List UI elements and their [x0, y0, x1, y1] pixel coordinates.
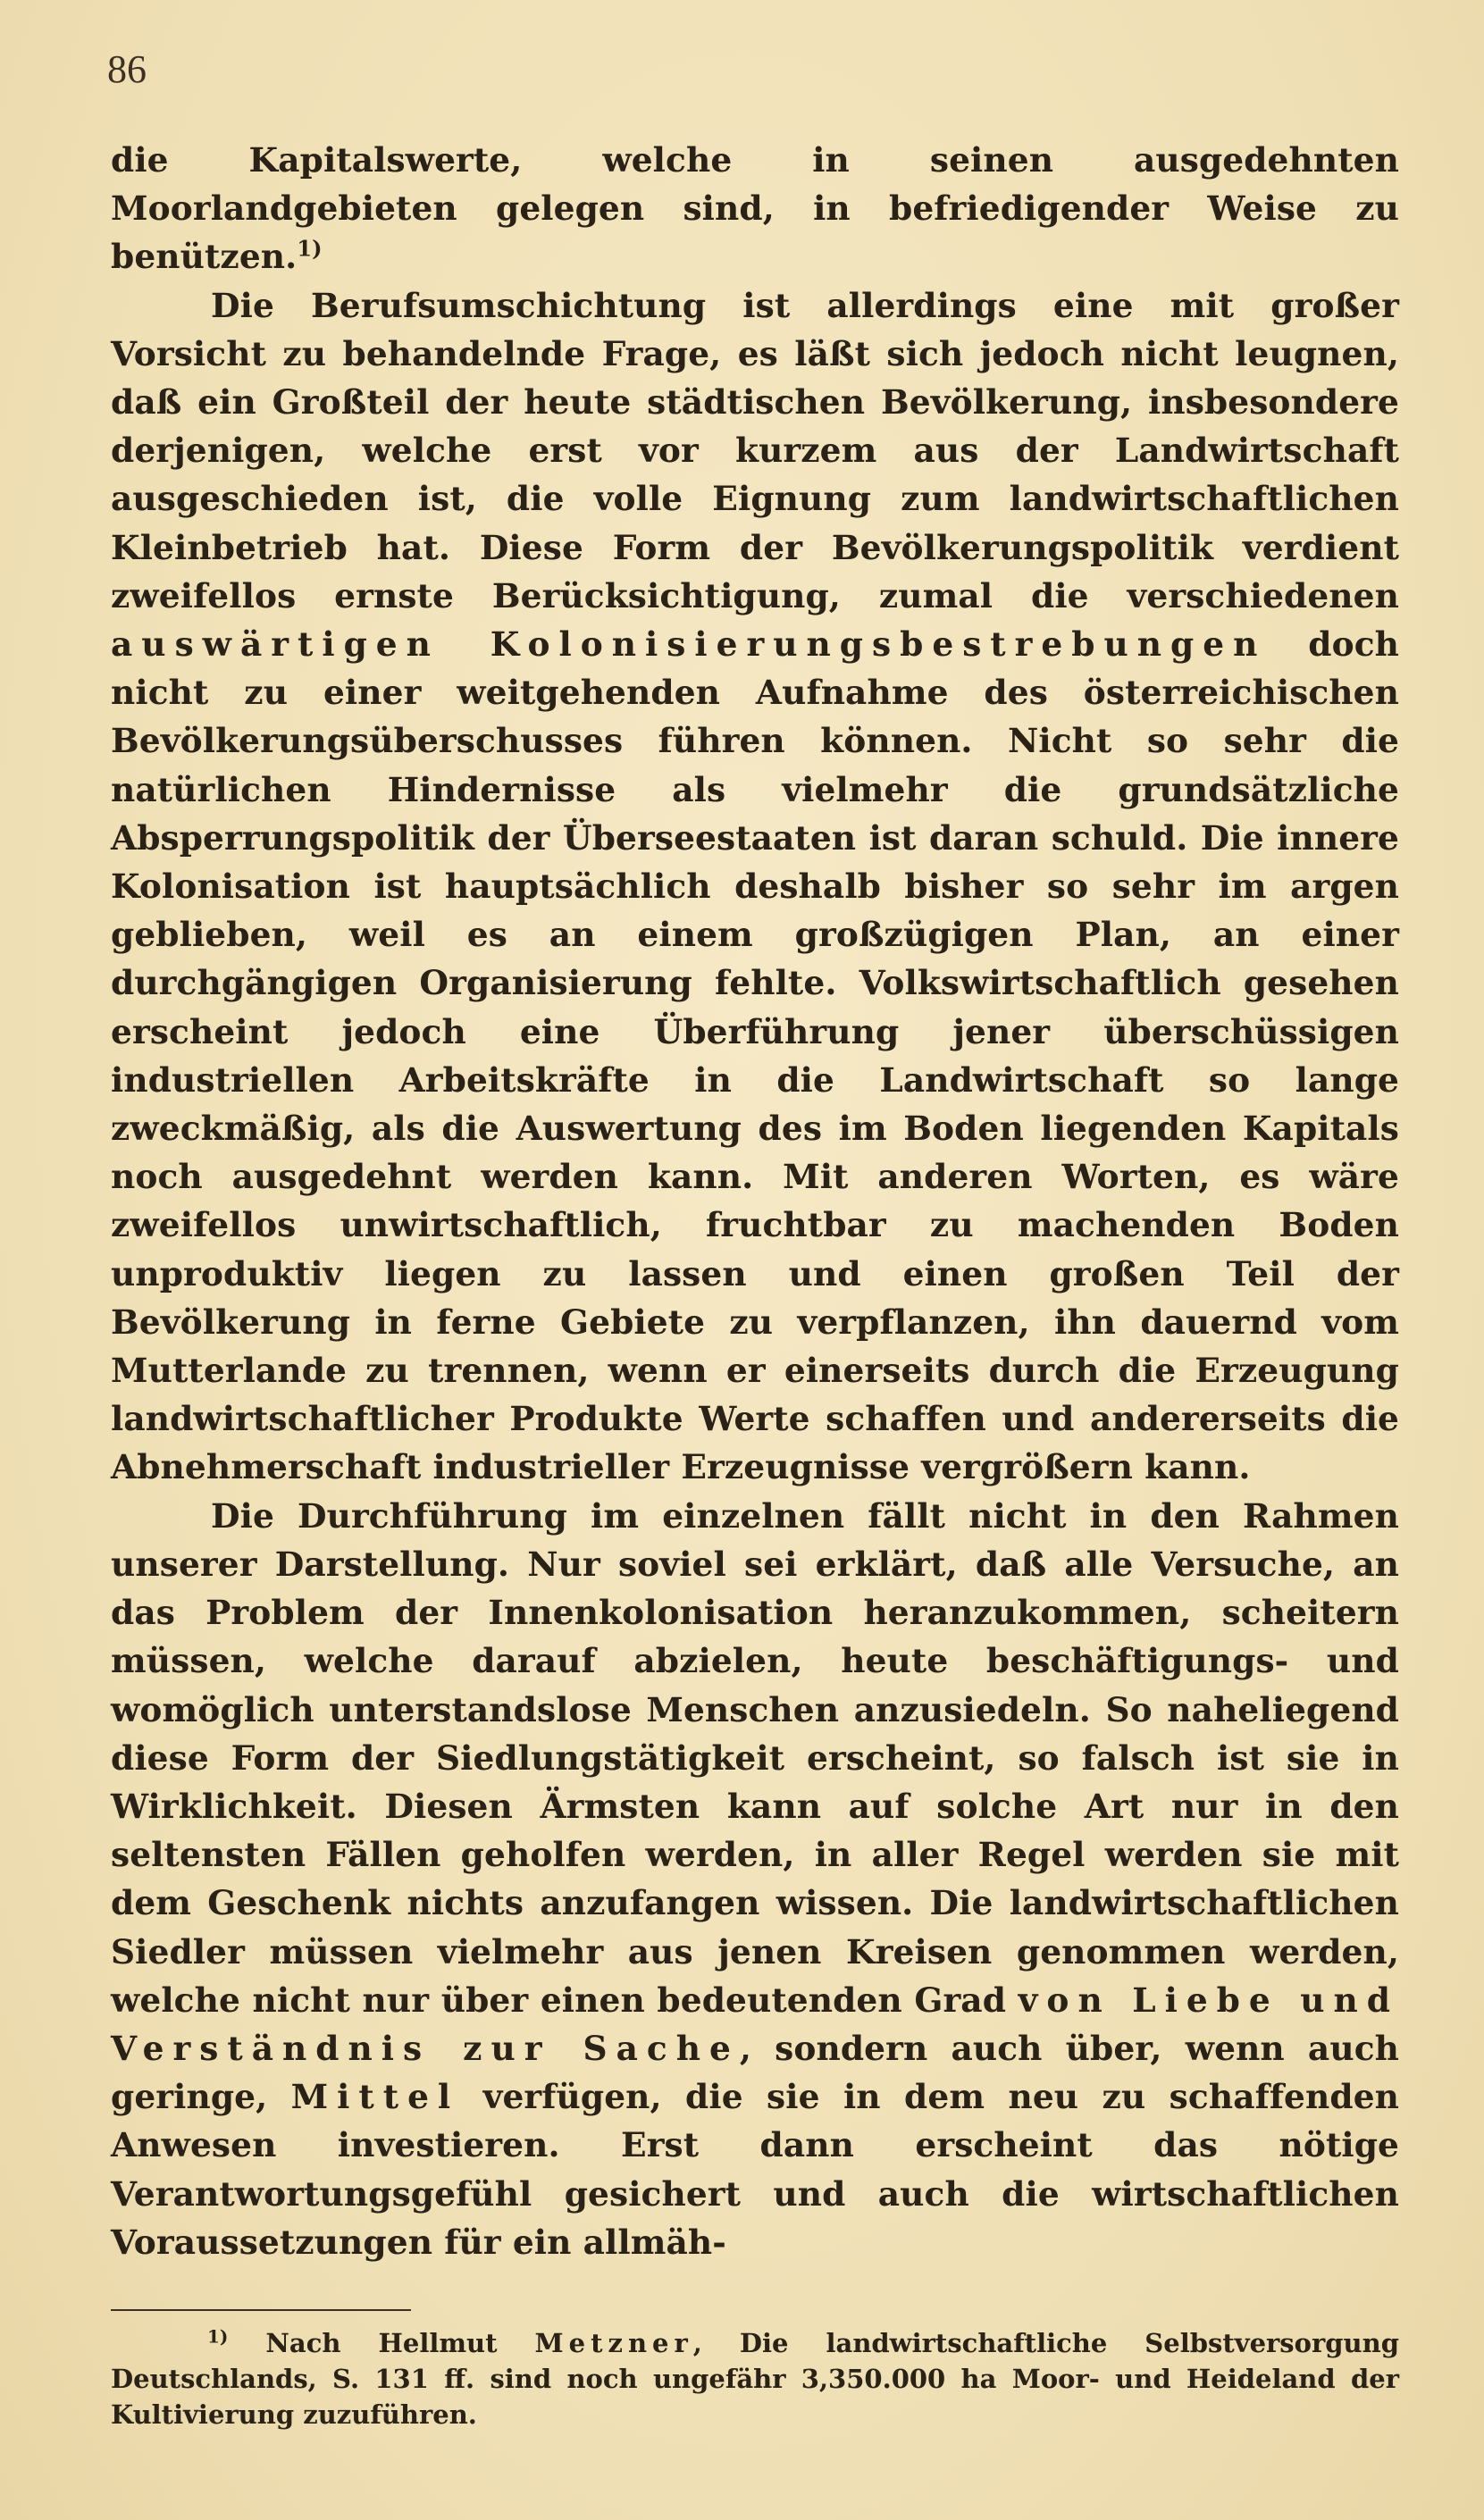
paragraph-3-text-b: , sondern auch über, wenn auch geringe,	[111, 2028, 1399, 2117]
footnote-separator	[111, 2309, 411, 2311]
paragraph-1-text: die Kapitalswerte, welche in seinen ausgedehnten Moorlandgebieten gelegen sind, in befriedigender Weise zu benützen.	[111, 140, 1399, 277]
emphasized-phrase: auswärtigen Kolonisierungsbestrebungen	[111, 624, 1267, 665]
emphasized-word: Mittel	[290, 2077, 460, 2117]
footnote	[111, 2325, 1399, 2432]
main-text	[111, 136, 1399, 2266]
footnote-author: Metzner	[534, 2328, 693, 2358]
footnote-text-post: , Die landwirtschaftliche Selbstversorgung Deutschlands, S. 131 ff. sind noch ungefähr 3,350.000 ha Moor- und Heideland der Kultivierung zuzuführen.	[111, 2328, 1399, 2430]
paragraph-3-text-a: Die Durchführung im einzelnen fällt nicht in den Rahmen unserer Darstellung. Nur soviel sei erklärt, daß alle Versuche, an das Problem der Innenkolonisation heranzukommen, scheitern müssen, welche darauf abzielen, heute beschäftigungs- und womöglich unterstandslose Menschen anzusiedeln. So naheliegend diese Form der Siedlungstätigkeit erscheint, so falsch ist sie in Wirklichkeit. Diesen Ärmsten kann auf solche Art nur in den seltensten Fällen geholfen werden, in aller Regel werden sie mit dem Geschenk nichts anzufangen wissen. Die landwirtschaftlichen Siedler müssen vielmehr aus jenen Kreisen genommen werden, welche nicht nur über einen bedeutenden Grad	[111, 1495, 1399, 2020]
footnote-text-pre: Nach Hellmut	[265, 2328, 498, 2358]
paragraph-2-text-b: doch nicht zu einer weitgehenden Aufnahme des österreichischen Bevölkerungsüberschusses führen können. Nicht so sehr die natürlichen Hindernisse als vielmehr die grundsätzliche Absperrungspolitik der Überseestaaten ist daran schuld. Die innere Kolonisation ist hauptsächlich deshalb bisher so sehr im argen geblieben, weil es an einem großzügigen Plan, an einer durchgängigen Organisierung fehlte. Volkswirtschaftlich gesehen erscheint jedoch eine Überführung jener überschüssigen industriellen Arbeitskräfte in die Landwirtschaft so lange zweckmäßig, als die Auswertung des im Boden liegenden Kapitals noch ausgedehnt werden kann. Mit anderen Worten, es wäre zweifellos unwirtschaftlich, fruchtbar zu machenden Boden unproduktiv liegen zu lassen und einen großen Teil der Bevölkerung in ferne Gebiete zu verpflanzen, ihn dauernd vom Mutterlande zu trennen, wenn er einerseits durch die Erzeugung landwirtschaftlicher Produkte Werte schaffen und andererseits die Abnehmerschaft industrieller Erzeugnisse vergrößern kann.	[111, 624, 1399, 1487]
footnote-mark: 1)	[207, 2325, 229, 2348]
emphasized-phrase: von Liebe und Verständnis zur Sache	[111, 1980, 1399, 2068]
paragraph-2	[111, 281, 1399, 1492]
footnote-reference: 1)	[297, 235, 323, 262]
paragraph-1	[111, 136, 1399, 281]
page-number: 86	[107, 47, 147, 91]
paragraph-3-text-c: verfügen, die sie in dem neu zu schaffenden Anwesen investieren. Erst dann erscheint das nötige Verantwortungsgefühl gesichert und auch die wirtschaftlichen Voraussetzungen für ein allmäh-	[111, 2077, 1400, 2262]
paragraph-3	[111, 1492, 1399, 2266]
paragraph-2-text-a: Die Berufsumschichtung ist allerdings eine mit großer Vorsicht zu behandelnde Frage, es läßt sich jedoch nicht leugnen, daß ein Großteil der heute städtischen Bevölkerung, insbesondere derjenigen, welche erst vor kurzem aus der Landwirtschaft ausgeschieden ist, die volle Eignung zum landwirtschaftlichen Kleinbetrieb hat. Diese Form der Bevölkerungspolitik verdient zweifellos ernste Berücksichtigung, zumal die verschiedenen	[111, 285, 1399, 615]
